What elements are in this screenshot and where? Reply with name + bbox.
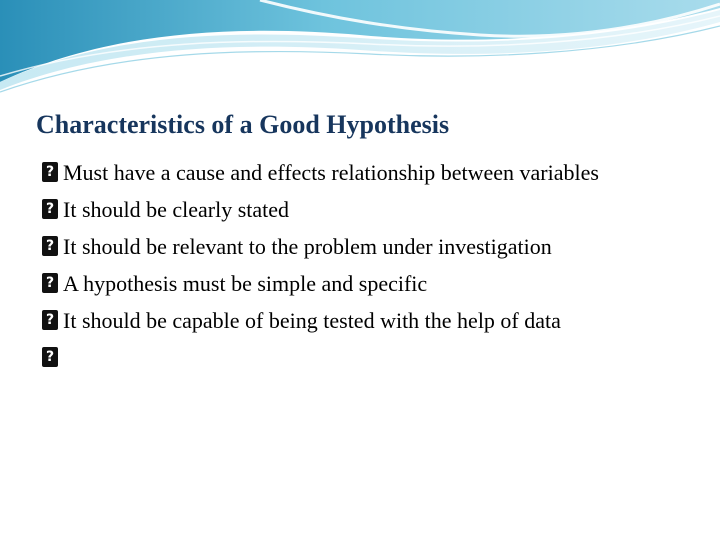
- header-wave-decoration: [0, 0, 720, 100]
- bullet-item: [42, 305, 702, 336]
- bullet-item: [42, 342, 702, 367]
- slide-title: Characteristics of a Good Hypothesis: [36, 110, 450, 139]
- replacement-character-icon: ?: [42, 310, 58, 330]
- replacement-character-icon: ?: [42, 236, 58, 256]
- bullet-item: [42, 194, 702, 225]
- replacement-character-icon: ?: [42, 199, 58, 219]
- replacement-character-icon: ?: [42, 273, 58, 293]
- replacement-character-icon: ?: [42, 347, 58, 367]
- replacement-character-icon: ?: [42, 162, 58, 182]
- bullet-item: [42, 268, 702, 299]
- bullet-text: It should be relevant to the problem under investigation: [63, 234, 552, 259]
- bullet-text: It should be capable of being tested with the help of data: [63, 308, 561, 333]
- bullet-item: [42, 157, 702, 188]
- bullet-text: It should be clearly stated: [63, 197, 290, 222]
- bullet-item: [42, 231, 702, 262]
- bullet-text: A hypothesis must be simple and specific: [63, 271, 428, 296]
- bullet-text: Must have a cause and effects relationship between variables: [63, 160, 599, 185]
- bullet-list: [42, 157, 702, 373]
